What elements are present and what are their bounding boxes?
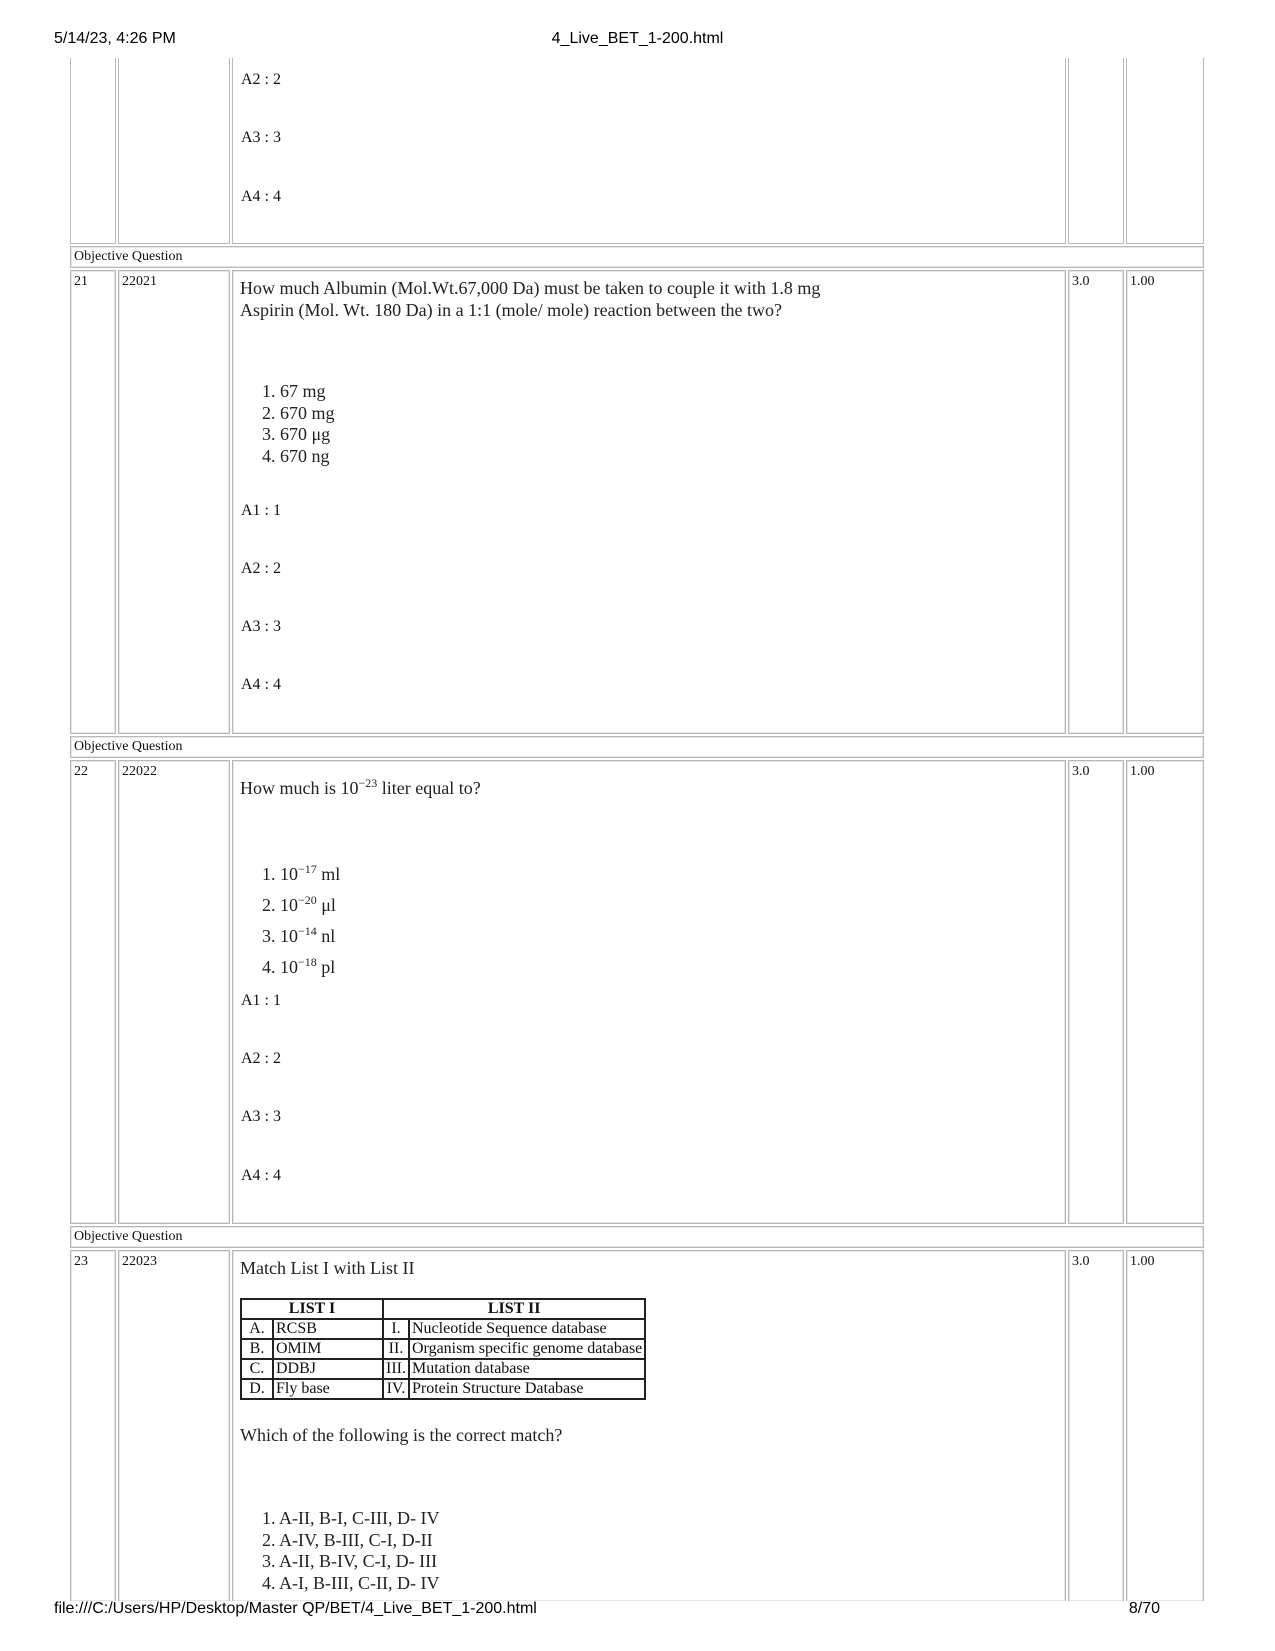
question-text-rest: liter equal to?: [377, 778, 481, 798]
list-2-header: LIST II: [383, 1299, 645, 1319]
option-1: 1. 67 mg: [262, 381, 326, 401]
answer-4: A4 : 4: [241, 676, 281, 693]
question-body: [232, 270, 1066, 734]
option-4: 4. 670 ng: [262, 445, 330, 466]
question-text: [240, 772, 481, 799]
prev-answer-2: A2 : 2: [241, 71, 281, 88]
option-3: 3. A-II, B-IV, C-I, D- III: [262, 1551, 438, 1571]
prev-neg-cell: [1126, 58, 1204, 244]
option-list: [262, 381, 335, 467]
answer-1: A1 : 1: [241, 502, 281, 519]
option-1: 1. $10^{-17}$ ml: [262, 862, 341, 884]
print-page-number: 8/70: [1128, 1600, 1160, 1617]
match-table: [240, 1298, 646, 1400]
section-label: Objective Question: [70, 246, 1204, 268]
question-negative-marks: 1.00: [1126, 270, 1204, 734]
question-marks: 3.0: [1068, 1250, 1124, 1601]
print-datetime: 5/14/23, 4:26 PM: [54, 30, 176, 47]
question-intro: Match List I with List II: [240, 1258, 415, 1278]
option-2: 2. A-IV, B-III, C-I, D-II: [262, 1529, 433, 1550]
question-number: 23: [70, 1250, 116, 1601]
answer-4: A4 : 4: [241, 1167, 281, 1184]
question-marks: 3.0: [1068, 760, 1124, 1224]
answer-3: A3 : 3: [241, 1108, 281, 1125]
match-table-row: D. Fly base IV. Protein Structure Database: [241, 1379, 645, 1399]
question-marks: 3.0: [1068, 270, 1124, 734]
print-file-path: file:///C:/Users/HP/Desktop/Master QP/BET/4_Live_BET_1-200.html: [54, 1600, 537, 1617]
prev-num-cell: [70, 58, 116, 244]
question-number: 22: [70, 760, 116, 1224]
option-3: 3. $10^{-14}$ nl: [262, 924, 336, 946]
option-2: 2. $10^{-20}$ μl: [262, 893, 336, 915]
match-table-row: A. RCSB I. Nucleotide Sequence database: [241, 1319, 645, 1339]
answer-1: A1 : 1: [241, 992, 281, 1009]
match-table-row: B. OMIM II. Organism specific genome database: [241, 1339, 645, 1359]
question-text-line-2: Aspirin (Mol. Wt. 180 Da) in a 1:1 (mole/ mole) reaction between the two?: [240, 300, 783, 320]
question-text-exponent: −23: [358, 776, 378, 790]
question-prompt: Which of the following is the correct match?: [240, 1425, 563, 1445]
question-negative-marks: 1.00: [1126, 760, 1204, 1224]
question-number: 21: [70, 270, 116, 734]
prev-answer-4: A4 : 4: [241, 188, 281, 205]
match-table-header: [241, 1299, 645, 1319]
answer-2: A2 : 2: [241, 1050, 281, 1067]
option-list: [262, 856, 340, 980]
question-text-base: How much is 10: [240, 778, 359, 798]
section-label: Objective Question: [70, 1226, 1204, 1248]
answer-3: A3 : 3: [241, 618, 281, 635]
option-2: 2. 670 mg: [262, 402, 335, 423]
question-id: 22021: [118, 270, 230, 734]
question-negative-marks: 1.00: [1126, 1250, 1204, 1601]
section-label: Objective Question: [70, 736, 1204, 758]
match-table-row: C. DDBJ III. Mutation database: [241, 1359, 645, 1379]
option-3: 3. 670 μg: [262, 424, 331, 444]
option-list: [262, 1508, 439, 1594]
option-4: 4. $10^{-18}$ pl: [262, 955, 336, 977]
question-id: 22022: [118, 760, 230, 1224]
list-1-header: LIST I: [241, 1299, 383, 1319]
prev-marks-cell: [1068, 58, 1124, 244]
option-4: 4. A-I, B-III, C-II, D- IV: [262, 1572, 440, 1593]
question-text-line-1: How much Albumin (Mol.Wt.67,000 Da) must be taken to couple it with 1.8 mg: [240, 278, 821, 298]
option-1: 1. A-II, B-I, C-III, D- IV: [262, 1508, 440, 1528]
question-id: 22023: [118, 1250, 230, 1601]
answer-2: A2 : 2: [241, 560, 281, 577]
prev-answer-3: A3 : 3: [241, 129, 281, 146]
prev-id-cell: [118, 58, 230, 244]
print-title: 4_Live_BET_1-200.html: [551, 30, 724, 47]
prev-body-cell: [232, 58, 1066, 244]
question-body: [232, 760, 1066, 1224]
